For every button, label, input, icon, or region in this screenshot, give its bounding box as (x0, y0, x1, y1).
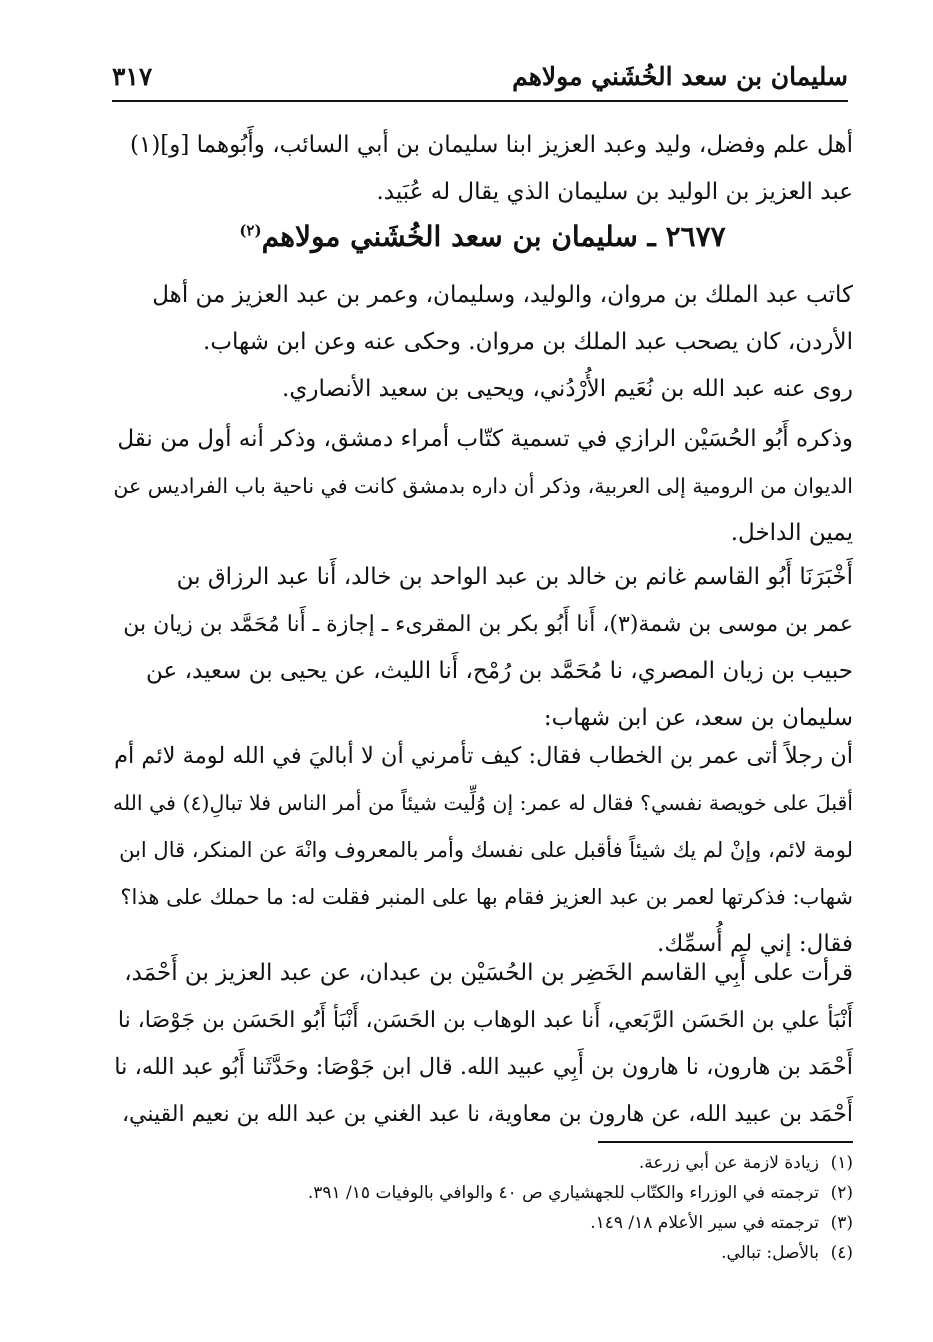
text-line: روى عنه عبد الله بن نُعَيم الأُرْدُني، ويحيى بن سعيد الأنصاري. (282, 376, 853, 402)
running-title: سليمان بن سعد الخُشَني مولاهم (512, 62, 848, 91)
text-line: يمين الداخل. (730, 520, 853, 546)
text-line: فقال: إني لم أُسمِّك. (657, 931, 853, 957)
text-line: الأردن، كان يصحب عبد الملك بن مروان. وحكى عنه وعن ابن شهاب. (203, 329, 853, 355)
text-line: أَخْبَرَنَا أَبُو القاسم غانم بن خالد بن عبد الواحد بن خالد، أَنا عبد الرزاق بن (176, 564, 853, 590)
text-line: أن رجلاً أتى عمر بن الخطاب فقال: كيف تأمرني أن لا أباليَ في الله لومة لائم أم (114, 743, 853, 769)
text-line: قرأت على أَبِي القاسم الخَضِر بن الحُسَيْن بن عبدان، عن عبد العزيز بن أَحْمَد، (124, 960, 853, 986)
text-line: سليمان بن سعد، عن ابن شهاب: (543, 705, 853, 731)
paragraph-isnad (112, 554, 853, 742)
text-line: عبد العزيز بن الوليد بن سليمان الذي يقال له عُبَيد. (376, 179, 853, 205)
text-line: شهاب: فذكرتها لعمر بن عبد العزيز فقام بها على المنبر فقلت له: ما حملك على هذا؟ (120, 885, 853, 909)
footnote-text: ترجمته في الوزراء والكتّاب للجهشياري ص ٤٠ والوافي بالوفيات ١٥/ ٣٩١. (307, 1183, 819, 1203)
footnote-text: بالأصل: تبالي. (721, 1243, 819, 1263)
paragraph-bio (112, 272, 853, 366)
footnotes (112, 1148, 853, 1268)
entry-title-text: ٢٦٧٧ ـ سليمان بن سعد الخُشَني مولاهم (261, 220, 726, 253)
text-line: الديوان من الرومية إلى العربية، وذكر أن داره بدمشق كانت في ناحية باب الفراديس عن (113, 474, 853, 498)
footnote-ref: (٢) (239, 221, 262, 240)
footnote (112, 1148, 853, 1178)
footnote-text: ترجمته في سير الأعلام ١٨/ ١٤٩. (590, 1213, 819, 1233)
page-number: ٣١٧ (112, 62, 153, 91)
text-line: لومة لائم، وإنْ لم يك شيئاً فأقبل على نفسك وأمر بالمعروف وانْهَ عن المنكر، قال ابن (119, 838, 853, 862)
footnote-divider (598, 1141, 853, 1143)
footnote (112, 1178, 853, 1208)
page-header (112, 58, 848, 102)
footnote-number: (٢) (830, 1183, 853, 1203)
paragraph-continuation (112, 122, 853, 216)
paragraph-narration (112, 733, 853, 968)
footnote (112, 1238, 853, 1268)
text-line: أهل علم وفضل، وليد وعبد العزيز ابنا سليمان بن أبي السائب، وأَبُوهما [و](١) (129, 132, 853, 158)
text-line: كاتب عبد الملك بن مروان، والوليد، وسليمان، وعمر بن عبد العزيز من أهل (152, 282, 853, 308)
footnote (112, 1208, 853, 1238)
text-line: حبيب بن زيان المصري، نا مُحَمَّد بن رُمْح، أَنا الليث، عن يحيى بن سعيد، عن (146, 658, 853, 684)
text-line: عمر بن موسى بن شمة(٣)، أَنا أَبُو بكر بن المقرىء ـ إجازة ـ أَنا مُحَمَّد بن زيان بن (123, 612, 853, 637)
paragraph-reading (112, 950, 853, 1138)
text-line: أَنْبَأ علي بن الحَسَن الرَّبَعي، أَنا عبد الوهاب بن الحَسَن، أَنْبَأ أَبُو الحَسَن بن جَوْصَا، نا (117, 1008, 853, 1033)
paragraph-mention (112, 416, 853, 557)
entry-title (112, 220, 853, 253)
text-line: أَحْمَد بن هارون، نا هارون بن أَبِي عبيد الله. قال ابن جَوْصَا: وحَدَّثَنا أَبُو عبد الله، نا (114, 1054, 853, 1080)
paragraph-narrators (112, 366, 853, 413)
text-line: وذكره أَبُو الحُسَيْن الرازي في تسمية كتّاب أمراء دمشق، وذكر أنه أول من نقل (117, 426, 853, 452)
text-line: أقبلَ على خويصة نفسي؟ فقال له عمر: إن وُلِّيت شيئاً من أمر الناس فلا تبالِ(٤) في الله (112, 791, 853, 815)
footnote-number: (٣) (830, 1213, 853, 1233)
footnote-number: (١) (830, 1153, 853, 1173)
footnote-text: زيادة لازمة عن أبي زرعة. (638, 1153, 819, 1173)
text-line: أَحْمَد بن عبيد الله، عن هارون بن معاوية، نا عبد الغني بن عبد الله بن نعيم القيني، (121, 1102, 853, 1127)
footnote-number: (٤) (830, 1243, 853, 1263)
